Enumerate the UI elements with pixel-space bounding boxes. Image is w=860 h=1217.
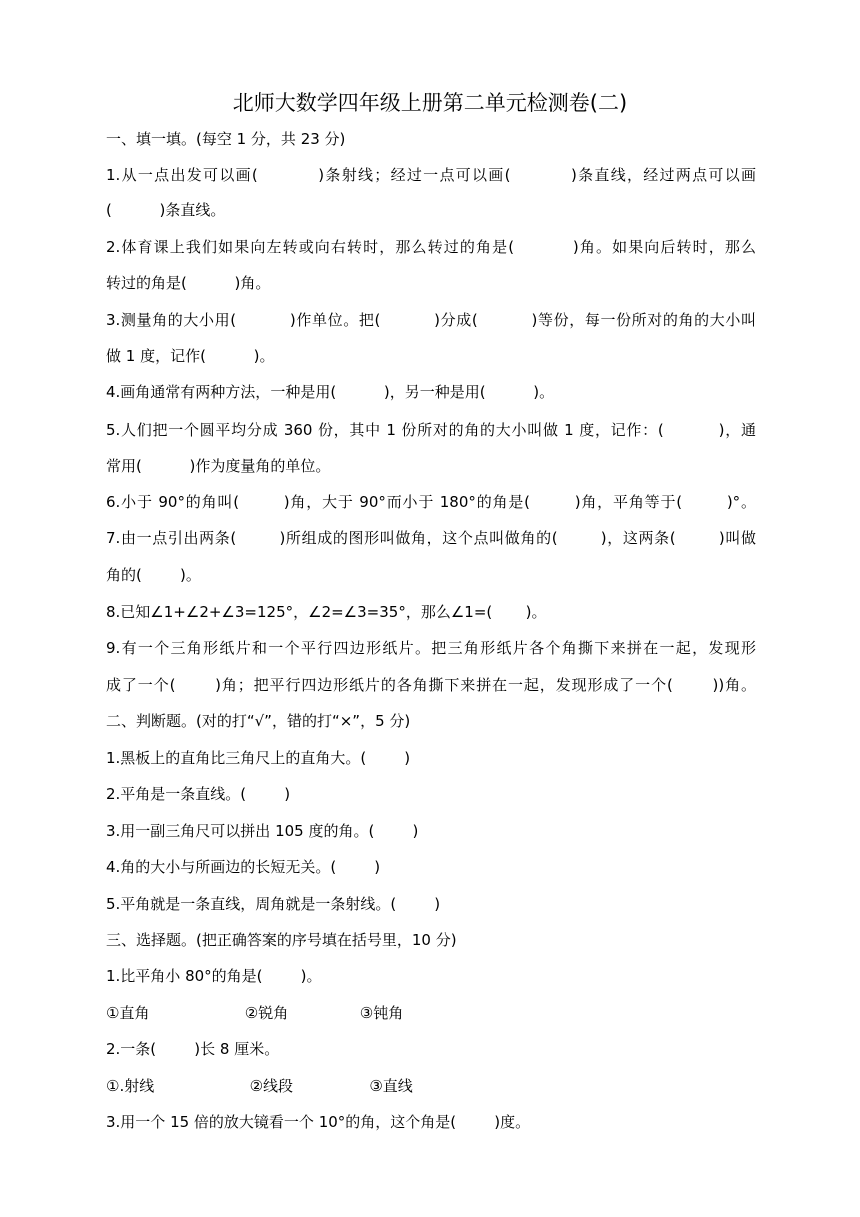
question-text: 角的( )。 <box>106 566 201 584</box>
question-text: 成了一个( )角；把平行四边形纸片的各角撕下来拼在一起，发现形成了一个( ))角。 <box>106 676 756 694</box>
document-title: 北师大数学四年级上册第二单元检测卷(二) <box>232 91 628 115</box>
question-text: 2.体育课上我们如果向左转或向右转时，那么转过的角是( )角。如果向后转时，那么 <box>106 238 756 256</box>
answer-options: ①.射线 ②线段 ③直线 <box>106 1077 413 1095</box>
question-text: 做 1 度，记作( )。 <box>106 347 275 365</box>
question-text: 2.平角是一条直线。( ) <box>106 785 291 803</box>
question-text: 4.画角通常有两种方法，一种是用( )，另一种是用( )。 <box>106 383 555 401</box>
question-text: ( )条直线。 <box>106 201 226 219</box>
question-text: 5.人们把一个圆平均分成 360 份，其中 1 份所对的角的大小叫做 1 度，记作：( )，通 <box>106 421 756 439</box>
question-text: 9.有一个三角形纸片和一个平行四边形纸片。把三角形纸片各个角撕下来拼在一起，发现形 <box>106 639 756 657</box>
question-text: 3.用一副三角尺可以拼出 105 度的角。( ) <box>106 822 419 840</box>
section-2-heading: 二、判断题。(对的打“√”，错的打“×”，5 分) <box>106 712 411 730</box>
question-text: 常用( )作为度量角的单位。 <box>106 457 331 475</box>
question-text: 8.已知∠1+∠2+∠3=125°，∠2=∠3=35°，那么∠1=( )。 <box>106 603 547 621</box>
question-text: 5.平角就是一条直线，周角就是一条射线。( ) <box>106 895 441 913</box>
question-text: 1.从一点出发可以画( )条射线；经过一点可以画( )条直线，经过两点可以画 <box>106 166 756 184</box>
answer-options: ①直角 ②锐角 ③钝角 <box>106 1004 404 1022</box>
question-text: 1.比平角小 80°的角是( )。 <box>106 967 322 985</box>
question-text: 7.由一点引出两条( )所组成的图形叫做角，这个点叫做角的( )，这两条( )叫做 <box>106 529 756 547</box>
question-text: 6.小于 90°的角叫( )角，大于 90°而小于 180°的角是( )角，平角等于( )°。 <box>106 493 756 511</box>
question-text: 4.角的大小与所画边的长短无关。( ) <box>106 858 381 876</box>
section-1-heading: 一、填一填。(每空 1 分，共 23 分) <box>106 130 346 148</box>
question-text: 1.黑板上的直角比三角尺上的直角大。( ) <box>106 749 411 767</box>
question-text: 2.一条( )长 8 厘米。 <box>106 1040 280 1058</box>
question-text: 3.测量角的大小用( )作单位。把( )分成( )等份，每一份所对的角的大小叫 <box>106 311 756 329</box>
question-text: 3.用一个 15 倍的放大镜看一个 10°的角，这个角是( )度。 <box>106 1113 531 1131</box>
section-3-heading: 三、选择题。(把正确答案的序号填在括号里，10 分) <box>106 931 457 949</box>
question-text: 转过的角是( )角。 <box>106 274 271 292</box>
